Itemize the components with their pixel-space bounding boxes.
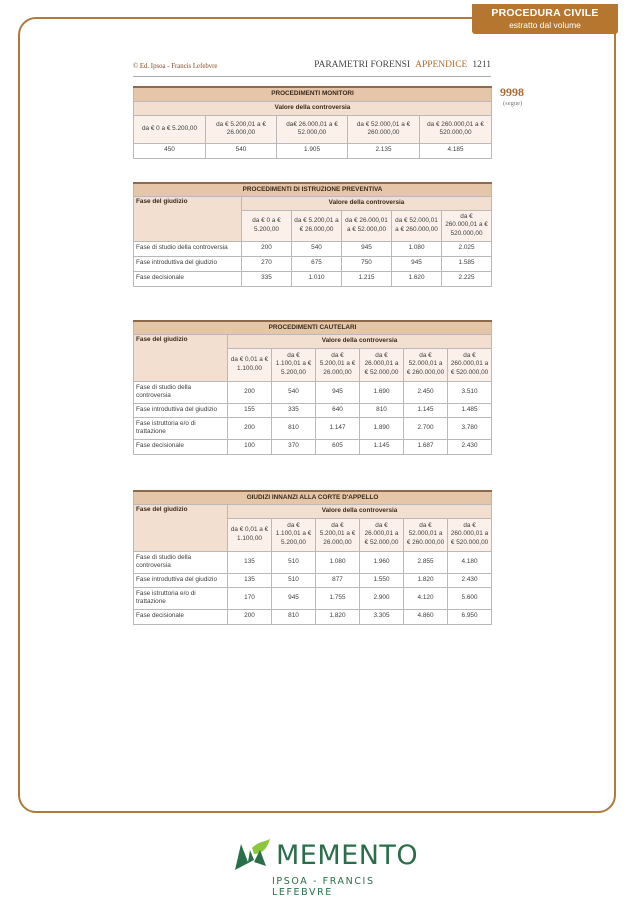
table-cell: 605: [316, 439, 360, 454]
table-row: [134, 551, 492, 573]
table-cell: 200: [228, 381, 272, 403]
column-header: da € 260.000,01 a € 520.000,00: [448, 348, 492, 381]
table-cell: 877: [316, 573, 360, 587]
table-cell: 675: [292, 256, 342, 271]
table-cell: 135: [228, 551, 272, 573]
column-header: da € 52.000,01 a € 260.000,00: [348, 115, 420, 143]
table-procedimenti-cautelari: [133, 320, 492, 455]
table-cell: 4.185: [420, 143, 492, 158]
table-cell: 810: [272, 609, 316, 624]
table-title: PROCEDIMENTI MONITORI: [134, 87, 492, 101]
table-procedimenti-monitori: [133, 86, 492, 159]
copyright-line: © Ed. Ipsoa - Francis Lefebvre: [133, 63, 218, 70]
table-cell: 1.687: [404, 439, 448, 454]
logo-tagline: IPSOA - FRANCIS LEFEBVRE: [272, 876, 375, 898]
table-cell: 945: [316, 381, 360, 403]
table-cell: 4.120: [404, 587, 448, 609]
badge-title: PROCEDURA CIVILE: [491, 7, 599, 19]
page-header: [133, 60, 491, 77]
procedura-civile-badge: [472, 4, 618, 34]
table-cell: 335: [272, 403, 316, 417]
segue-note: (segue): [503, 100, 523, 107]
column-header: da € 0 a € 5.200,00: [134, 115, 206, 143]
paragraph-number: 9998: [500, 85, 524, 99]
table-cell: 2.450: [404, 381, 448, 403]
table-row: [134, 417, 492, 439]
table-cell: 1.550: [360, 573, 404, 587]
column-header: da € 5.200,01 a € 26.000,00: [316, 348, 360, 381]
badge-subtitle: estratto dal volume: [509, 20, 581, 30]
table-cell: 100: [228, 439, 272, 454]
table-cell: 4.860: [404, 609, 448, 624]
table-cell: 200: [228, 609, 272, 624]
table-cell: 450: [134, 143, 206, 158]
table-cell: 200: [242, 241, 292, 256]
table-cell: 1.690: [360, 381, 404, 403]
column-header: da € 5.200,01 a € 26.000,00: [292, 210, 342, 241]
column-header: da € 0,01 a € 1.100,00: [228, 348, 272, 381]
table-row: [134, 609, 492, 624]
column-header: da € 260.000,01 a € 520.000,00: [448, 518, 492, 551]
table-cell: 1.755: [316, 587, 360, 609]
column-header: da€ 26.000,01 a € 52.000,00: [277, 115, 348, 143]
column-header: da € 0 a € 5.200,00: [242, 210, 292, 241]
column-header: da € 260.000,01 a € 520.000,00: [420, 115, 492, 143]
table-cell: 540: [272, 381, 316, 403]
table-cell: 640: [316, 403, 360, 417]
table-cell: 1.145: [360, 439, 404, 454]
column-header: da € 52.000,01 a € 260.000,00: [404, 518, 448, 551]
column-header: da € 1.100,01 a € 5.200,00: [272, 348, 316, 381]
table-row: [134, 439, 492, 454]
page-number: 1211: [472, 60, 491, 70]
column-header: da € 5.200,01 a € 26.000,00: [206, 115, 277, 143]
table-istruzione-preventiva: [133, 182, 492, 287]
column-header: da € 26.000,01 a € 52.000,00: [360, 348, 404, 381]
row-label: Fase introduttiva del giudizio: [134, 573, 228, 587]
column-header: da € 26.000,01 a € 52.000,00: [342, 210, 392, 241]
table-cell: 2.700: [404, 417, 448, 439]
table-cell: 1.585: [442, 256, 492, 271]
row-label: Fase decisionale: [134, 609, 228, 624]
memento-logo: [232, 834, 419, 898]
table-cell: 1.620: [392, 271, 442, 286]
table-cell: 540: [292, 241, 342, 256]
table-cell: 200: [228, 417, 272, 439]
table-cell: 750: [342, 256, 392, 271]
table-cell: 1.905: [277, 143, 348, 158]
table-cell: 2.900: [360, 587, 404, 609]
table-cell: 370: [272, 439, 316, 454]
column-header: da € 52.000,01 a € 260.000,00: [392, 210, 442, 241]
column-header: da € 26.000,01 a € 52.000,00: [360, 518, 404, 551]
table-cell: 1.890: [360, 417, 404, 439]
appendix-label: APPENDICE: [415, 60, 468, 70]
table-cell: 6.950: [448, 609, 492, 624]
row-label: Fase di studio della controversia: [134, 381, 228, 403]
table-subheader: Valore della controversia: [228, 334, 492, 348]
table-cell: 2.430: [448, 439, 492, 454]
table-row: [134, 271, 492, 286]
fase-header: Fase del giudizio: [134, 196, 242, 241]
table-cell: 945: [342, 241, 392, 256]
memento-mark-icon: [232, 836, 272, 876]
table-cell: 5.600: [448, 587, 492, 609]
table-cell: 155: [228, 403, 272, 417]
row-label: Fase introduttiva del giudizio: [134, 403, 228, 417]
table-cell: 3.510: [448, 381, 492, 403]
column-header: da € 52.000,01 a € 260.000,00: [404, 348, 448, 381]
table-cell: 2.025: [442, 241, 492, 256]
table-title: PROCEDIMENTI DI ISTRUZIONE PREVENTIVA: [134, 183, 492, 196]
table-cell: 335: [242, 271, 292, 286]
column-header: da € 0,01 a € 1.100,00: [228, 518, 272, 551]
table-cell: 2.855: [404, 551, 448, 573]
fase-header: Fase del giudizio: [134, 334, 228, 381]
table-cell: 510: [272, 573, 316, 587]
table-cell: 3.305: [360, 609, 404, 624]
table-subheader: Valore della controversia: [134, 101, 492, 115]
table-cell: 135: [228, 573, 272, 587]
table-row: [134, 143, 492, 158]
table-cell: 1.960: [360, 551, 404, 573]
table-cell: 540: [206, 143, 277, 158]
row-label: Fase istruttoria e/o di trattazione: [134, 587, 228, 609]
table-cell: 2.135: [348, 143, 420, 158]
table-cell: 810: [360, 403, 404, 417]
column-header: da € 1.100,01 a € 5.200,00: [272, 518, 316, 551]
paragraph-marker: [500, 85, 524, 107]
table-title: GIUDIZI INNANZI ALLA CORTE D'APPELLO: [134, 491, 492, 504]
row-label: Fase istruttoria e/o di trattazione: [134, 417, 228, 439]
column-header: da € 5.200,01 a € 26.000,00: [316, 518, 360, 551]
table-cell: 945: [392, 256, 442, 271]
table-row: [134, 381, 492, 403]
row-label: Fase di studio della controversia: [134, 551, 228, 573]
table-cell: 1.485: [448, 403, 492, 417]
column-header: da € 260.000,01 a € 520.000,00: [442, 210, 492, 241]
table-cell: 810: [272, 417, 316, 439]
fase-header: Fase del giudizio: [134, 504, 228, 551]
table-title: PROCEDIMENTI CAUTELARI: [134, 321, 492, 334]
table-row: [134, 256, 492, 271]
logo-wordmark: MEMENTO: [276, 840, 419, 871]
running-title-text: PARAMETRI FORENSI: [314, 60, 411, 70]
table-cell: 1.147: [316, 417, 360, 439]
table-cell: 1.010: [292, 271, 342, 286]
table-row: [134, 587, 492, 609]
table-cell: 3.780: [448, 417, 492, 439]
table-row: [134, 241, 492, 256]
table-corte-appello: [133, 490, 492, 625]
table-cell: 1.820: [316, 609, 360, 624]
table-cell: 1.820: [404, 573, 448, 587]
row-label: Fase decisionale: [134, 439, 228, 454]
table-cell: 270: [242, 256, 292, 271]
table-row: [134, 403, 492, 417]
row-label: Fase introduttiva del giudizio: [134, 256, 242, 271]
table-cell: 945: [272, 587, 316, 609]
row-label: Fase di studio della controversia: [134, 241, 242, 256]
table-cell: 2.430: [448, 573, 492, 587]
table-subheader: Valore della controversia: [242, 196, 492, 210]
table-cell: 1.145: [404, 403, 448, 417]
table-cell: 2.225: [442, 271, 492, 286]
table-cell: 1.080: [392, 241, 442, 256]
row-label: Fase decisionale: [134, 271, 242, 286]
table-cell: 170: [228, 587, 272, 609]
table-row: [134, 573, 492, 587]
running-title: [314, 60, 491, 70]
table-subheader: Valore della controversia: [228, 504, 492, 518]
table-cell: 510: [272, 551, 316, 573]
table-cell: 4.180: [448, 551, 492, 573]
table-cell: 1.080: [316, 551, 360, 573]
table-cell: 1.215: [342, 271, 392, 286]
